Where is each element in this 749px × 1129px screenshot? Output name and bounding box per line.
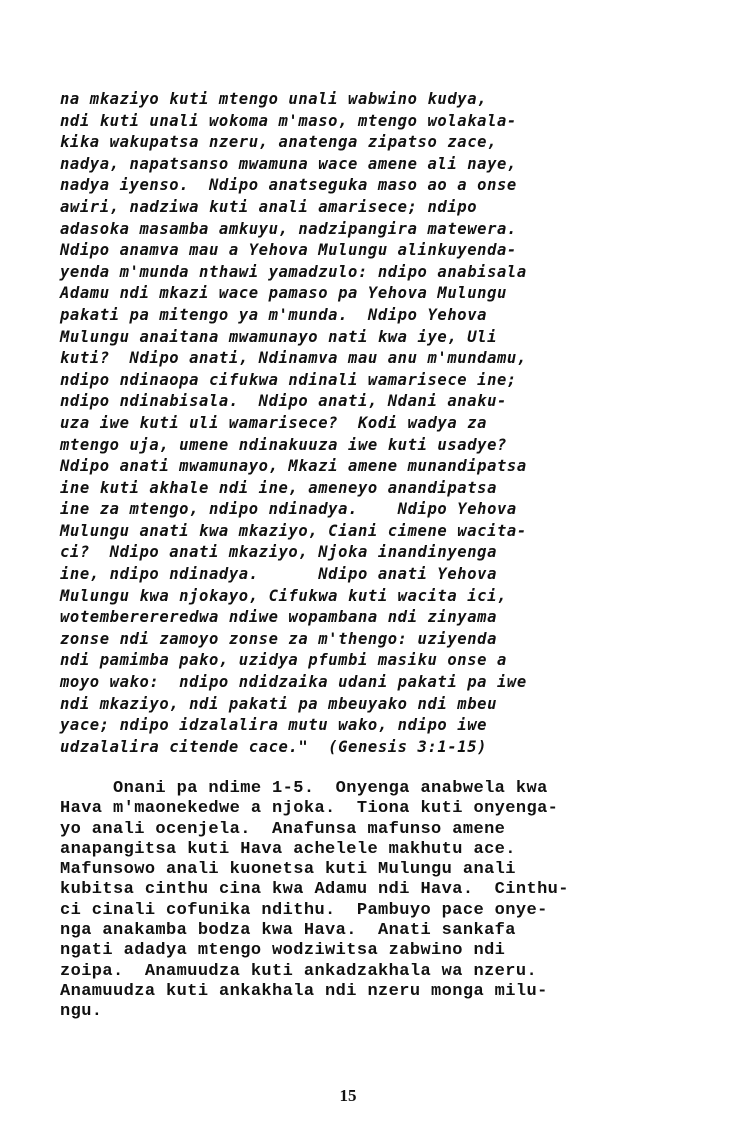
quote-line: nadya iyenso. Ndipo anatseguka maso ao a onse — [60, 176, 517, 195]
quote-line: Mulungu anaitana mwamunayo nati kwa iye, Uli — [60, 327, 497, 346]
quote-line: uza iwe kuti uli wamarisece? Kodi wadya za — [60, 413, 488, 432]
quote-line: ine za mtengo, ndipo ndinadya. Ndipo Yehova — [60, 500, 517, 519]
quote-line: ndi mkaziyo, ndi pakati pa mbeuyako ndi mbeu — [60, 694, 497, 713]
quote-line: ndipo ndinaopa cifukwa ndinali wamarisece ine; — [60, 370, 517, 389]
body-line: Anamuudza kuti ankakhala ndi nzeru monga milu- — [60, 981, 548, 1001]
body-line: Onani pa ndime 1-5. Onyenga anabwela kwa — [60, 779, 548, 798]
quote-line: na mkaziyo kuti mtengo unali wabwino kudya, — [60, 90, 488, 108]
quote-line: ci? Ndipo anati mkaziyo, Njoka inandinyenga — [60, 543, 497, 562]
quote-line: Ndipo anamva mau a Yehova Mulungu alinkuyenda- — [60, 241, 517, 260]
quote-line: yenda m'munda nthawi yamadzulo: ndipo anabisala — [60, 262, 527, 281]
quote-line: adasoka masamba amkuyu, nadzipangira matewera. — [60, 219, 517, 238]
body-line: Mafunsowo anali kuonetsa kuti Mulungu anali — [60, 860, 516, 880]
body-line: nga anakamba bodza kwa Hava. Anati sankafa — [60, 921, 516, 941]
quote-line: awiri, nadziwa kuti anali amarisece; ndipo — [60, 197, 478, 216]
body-line: ngu. — [60, 1002, 103, 1022]
quote-line: udzalalira citende cace." (Genesis 3:1-15) — [60, 737, 488, 756]
quote-line: zonse ndi zamoyo zonse za m'thengo: uziyenda — [60, 629, 497, 648]
quote-line: ndi kuti unali wokoma m'maso, mtengo wolakala- — [60, 111, 517, 130]
quote-line: kika wakupatsa nzeru, anatenga zipatso zace, — [60, 133, 497, 152]
quote-line: mtengo uja, umene ndinakuuza iwe kuti usadye? — [60, 435, 507, 454]
quote-line: Mulungu kwa njokayo, Cifukwa kuti wacita ici, — [60, 586, 507, 605]
page-number: 15 — [339, 1086, 357, 1105]
quote-line: Ndipo anati mwamunayo, Mkazi amene munandipatsa — [60, 457, 527, 476]
body-line: anapangitsa kuti Hava achelele makhutu ace. — [60, 839, 516, 859]
body-line: ci cinali cofunika ndithu. Pambuyo pace onye- — [60, 900, 548, 920]
body-line: ngati adadya mtengo wodziwitsa zabwino ndi — [60, 941, 506, 961]
quote-line: moyo wako: ndipo ndidzaika udani pakati pa iwe — [60, 673, 527, 692]
quote-line: kuti? Ndipo anati, Ndinamva mau anu m'mundamu, — [60, 349, 527, 368]
commentary-paragraph — [60, 779, 660, 1023]
quote-line: yace; ndipo idzalalira mutu wako, ndipo iwe — [60, 716, 488, 735]
quote-line: nadya, napatsanso mwamuna wace amene ali naye, — [60, 154, 517, 173]
quote-line: Mulungu anati kwa mkaziyo, Ciani cimene wacita- — [60, 521, 527, 540]
quote-line: ndipo ndinabisala. Ndipo anati, Ndani anaku- — [60, 392, 507, 411]
quote-line: Adamu ndi mkazi wace pamaso pa Yehova Mulungu — [60, 284, 507, 303]
scripture-quote — [60, 89, 660, 758]
quote-line: wotemberereredwa ndiwe wopambana ndi zinyama — [60, 608, 497, 627]
quote-line: ndi pamimba pako, uzidya pfumbi masiku onse a — [60, 651, 507, 670]
body-line: yo anali ocenjela. Anafunsa mafunso amene — [60, 819, 506, 839]
quote-line: pakati pa mitengo ya m'munda. Ndipo Yehova — [60, 305, 488, 324]
body-line: kubitsa cinthu cina kwa Adamu ndi Hava. Cinthu- — [60, 880, 569, 900]
body-line: zoipa. Anamuudza kuti ankadzakhala wa nzeru. — [60, 961, 538, 981]
quote-line: ine kuti akhale ndi ine, ameneyo anandipatsa — [60, 478, 497, 497]
quote-line: ine, ndipo ndinadya. Ndipo anati Yehova — [60, 565, 497, 584]
body-line: Hava m'maonekedwe a njoka. Tiona kuti onyenga- — [60, 799, 559, 819]
